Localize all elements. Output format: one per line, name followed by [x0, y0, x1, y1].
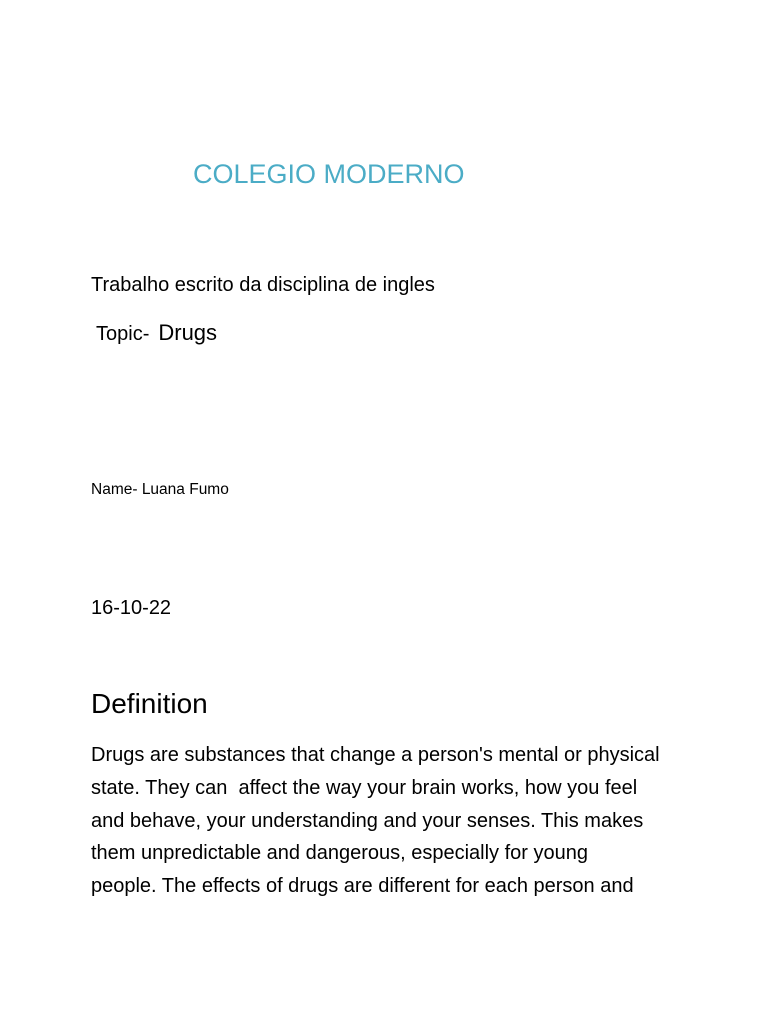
paragraph-line: and behave, your understanding and your senses. This makes [91, 809, 644, 832]
paragraph-line: people. The effects of drugs are different for each person and [91, 875, 634, 897]
section-heading-definition: Definition [91, 688, 208, 719]
topic-value: Drugs [158, 320, 218, 345]
document-date: 16-10-22 [91, 597, 172, 619]
assignment-subtitle: Trabalho escrito da disciplina de ingles [91, 274, 435, 296]
topic-line [96, 322, 217, 345]
definition-paragraph [91, 739, 731, 903]
paragraph-line: state. They can affect the way your brain works, how you feel [91, 776, 638, 799]
author-name: Name- Luana Fumo [91, 481, 229, 498]
paragraph-line: them unpredictable and dangerous, especially for young [91, 842, 588, 865]
paragraph-line: Drugs are substances that change a person's mental or physical [91, 744, 660, 766]
school-name: COLEGIO MODERNO [193, 159, 465, 189]
topic-label: Topic- [96, 323, 150, 345]
